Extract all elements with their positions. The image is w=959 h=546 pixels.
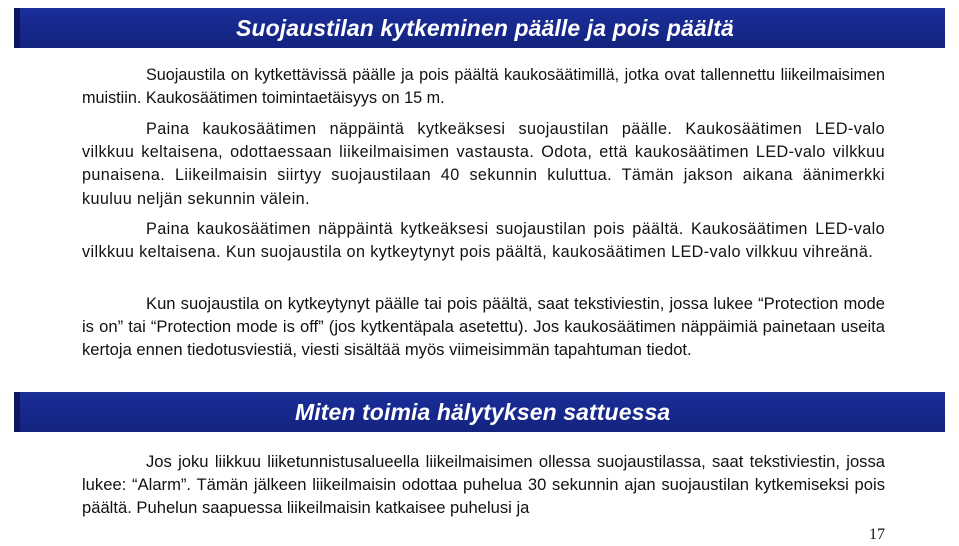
paragraph-range: Suojaustila on kytkettävissä päälle ja pois päältä kaukosäätimillä, jotka ovat tallennettu liikeilmaisimen muistiin. Kaukosäätimen toimintaetäisyys on 15 m.: [82, 66, 885, 108]
paragraph-sms-confirmation: Kun suojaustila on kytkeytynyt päälle tai pois päältä, saat tekstiviestin, jossa lukee “Protection mode is on” tai “Protection mode is off” (jos kytkentäpala asetettu). Jos kaukosäätimen näppäimiä painetaan useita kertoja ennen tiedotusviestiä, viesti sisältää myös viimeisimmän tapahtuman tiedot.: [82, 294, 885, 359]
section-heading: Miten toimia hälytyksen sattuessa: [295, 398, 671, 425]
paragraph-disarm: Paina kaukosäätimen näppäintä kytkeäksesi suojaustilan pois päältä. Kaukosäätimen LED-valo vilkkuu keltaisena. Kun suojaustila on kytkeytynyt pois päältä, kaukosäätimen LED-valo vilkkuu vihreänä.: [82, 220, 885, 262]
section-heading: Suojaustilan kytkeminen päälle ja pois päältä: [236, 14, 734, 41]
paragraph-arm: Paina kaukosäätimen näppäintä kytkeäksesi suojaustilan päälle. Kaukosäätimen LED-valo vilkkuu keltaisena, odottaessaan liikeilmaisimen vastausta. Odota, että kaukosäätimen LED-valo vilkkuu punaisena. Liikeilmaisin siirtyy suojaustilaan 40 sekunnin kuluttua. Tämän jakson aikana äänimerkki kuuluu neljän sekunnin välein.: [82, 120, 885, 208]
section-heading-banner: [14, 8, 945, 48]
paragraph-alarm: Jos joku liikkuu liiketunnistusalueella liikeilmaisimen ollessa suojaustilassa, saat tekstiviestin, jossa lukee: “Alarm”. Tämän jälkeen liikeilmaisin odottaa puhelua 30 sekunnin ajan suojaustilan kytkemiseksi pois päältä. Puhelun saapuessa liikeilmaisin katkaisee puhelusi ja: [82, 452, 885, 517]
section-heading-banner: [14, 392, 945, 432]
page-number: 17: [869, 526, 885, 543]
